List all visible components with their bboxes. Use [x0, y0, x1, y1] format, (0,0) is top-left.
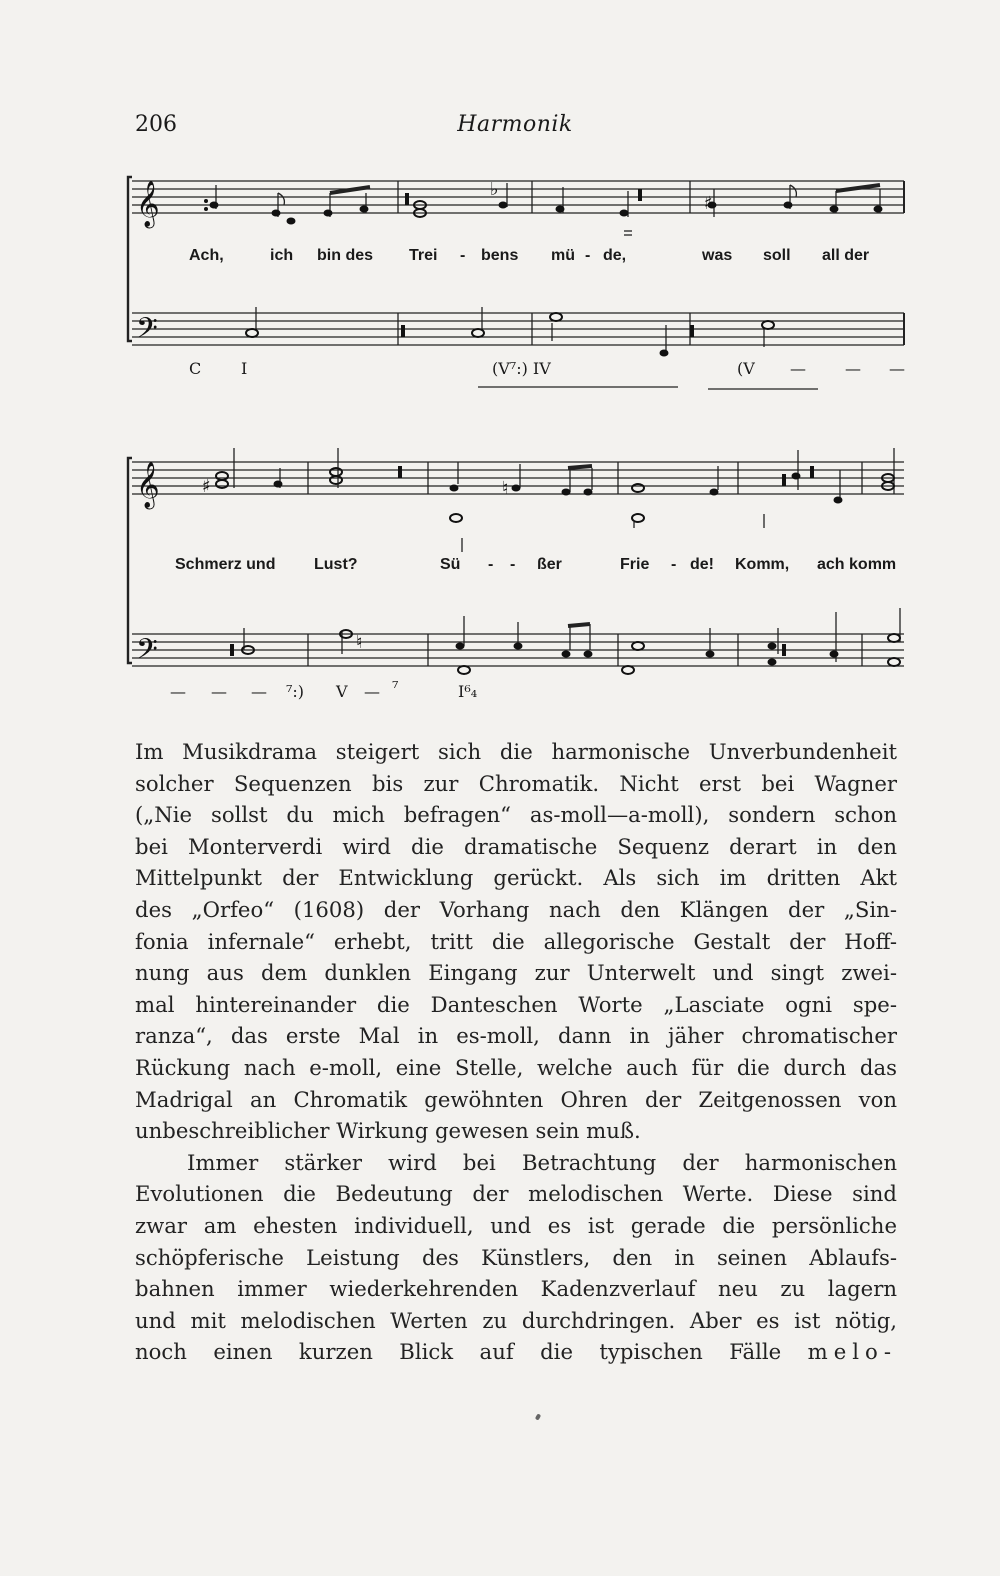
lyric-syllable: mü — [551, 247, 575, 264]
text-line: schöpferische Leistung des Künstlers, den in seinen Ablaufs- — [135, 1244, 897, 1270]
svg-text:♮: ♮ — [502, 478, 509, 499]
lyric-syllable: Lust? — [314, 556, 358, 573]
lyric-syllable: was — [702, 247, 733, 264]
text-line — [135, 1336, 897, 1368]
text-line: („Nie sollst du mich befragen“ as-moll—a-moll), sondern schon — [135, 802, 897, 828]
text-fragment: noch einen kurzen Blick auf die typischen Fälle — [135, 1339, 782, 1365]
text-line: solcher Sequenzen bis zur Chromatik. Nicht erst bei Wagner — [135, 770, 897, 796]
svg-text:♯: ♯ — [704, 193, 713, 214]
lyric-syllable: bens — [481, 247, 519, 264]
lyric-syllable: de! — [690, 556, 714, 573]
svg-text:𝄞: 𝄞 — [136, 462, 160, 508]
lyric-syllable: Komm, — [735, 556, 790, 573]
text-line: mal hintereinander die Danteschen Worte „Lasciate ogni spe- — [135, 991, 897, 1017]
text-line: Im Musikdrama steigert sich die harmonische Unverbundenheit — [135, 739, 897, 764]
text-line: Madrigal an Chromatik gewöhnten Ohren der Zeitgenossen von — [135, 1086, 897, 1112]
paper-speck — [535, 1413, 541, 1420]
lyric-syllable: bin des — [317, 247, 374, 264]
text-line: unbeschreiblicher Wirkung gewesen sein muß. — [135, 1118, 641, 1144]
svg-text:♮: ♮ — [356, 632, 363, 653]
text-line: fonia infernale“ erhebt, tritt die allegorische Gestalt der Hoff- — [135, 928, 897, 954]
text-line: bahnen immer wiederkehrenden Kadenzverlauf neu zu lagern — [135, 1276, 897, 1302]
harmony-label: V — [336, 682, 348, 701]
lyric-syllable: - — [488, 556, 494, 573]
text-line: Mittelpunkt der Entwicklung gerückt. Als sich im dritten Akt — [135, 865, 897, 891]
harmony-label: — — [889, 359, 905, 378]
lyric-syllable: Trei — [409, 247, 438, 264]
lyric-syllable: - — [460, 247, 466, 264]
lyric-syllable: Ach, — [189, 247, 224, 264]
text-line: nung aus dem dunklen Eingang zur Unterwelt und singt zwei- — [135, 960, 897, 986]
text-line: bei Monterverdi wird die dramatische Sequenz derart in den — [135, 833, 897, 859]
harmony-label: — — [170, 682, 186, 701]
lyric-syllable: Sü — [440, 556, 461, 573]
page-number: 206 — [135, 112, 177, 137]
text-line: Rückung nach e-moll, eine Stelle, welche auch für die durch das — [135, 1054, 897, 1080]
harmony-label: ⁷:) — [286, 682, 305, 701]
lyric-syllable: - — [510, 556, 516, 573]
harmony-label: I⁶₄ — [458, 682, 478, 701]
lyric-syllable: Schmerz und — [175, 556, 276, 573]
music-example-2 — [118, 448, 918, 718]
text-line: des „Orfeo“ (1608) der Vorhang nach den Klängen der „Sin- — [135, 896, 897, 922]
svg-text:𝄢: 𝄢 — [136, 633, 158, 673]
text-line: und mit melodischen Werten zu durchdringen. Aber es ist nötig, — [135, 1307, 897, 1333]
svg-text:♭: ♭ — [490, 179, 499, 200]
harmony-label: — — [790, 359, 806, 378]
harmony-label: (V⁷:) IV — [492, 359, 551, 378]
harmony-label: ⁷ — [392, 678, 399, 697]
running-title: Harmonik — [457, 112, 573, 137]
staff-system-2 — [118, 448, 918, 718]
svg-text:♯: ♯ — [202, 476, 211, 497]
lyric-syllable: - — [671, 556, 677, 573]
spaced-word: melo- — [807, 1339, 897, 1365]
harmony-label: — — [364, 682, 380, 701]
harmony-label: — — [211, 682, 227, 701]
music-example-1 — [118, 165, 918, 405]
text-line: ranza“, das erste Mal in es-moll, dann in jäher chromatischer — [135, 1023, 897, 1049]
lyric-syllable: ßer — [537, 556, 562, 573]
harmony-label: (V — [737, 359, 755, 378]
harmony-label: C — [189, 359, 202, 378]
harmony-label: — — [845, 359, 861, 378]
harmony-label: I — [241, 359, 248, 378]
lyric-syllable: ich — [270, 247, 294, 264]
lyric-syllable: - — [585, 247, 591, 264]
text-line: zwar am ehesten individuell, und es ist gerade die persönliche — [135, 1212, 897, 1238]
svg-text:𝄢: 𝄢 — [136, 312, 158, 352]
lyric-syllable: ach komm — [817, 556, 897, 573]
lyric-syllable: soll — [763, 247, 791, 264]
page-header — [135, 112, 895, 142]
lyric-syllable: Frie — [620, 556, 650, 573]
body-text — [135, 736, 897, 1368]
lyric-syllable: de, — [603, 247, 627, 264]
lyric-syllable: all der — [822, 247, 870, 264]
text-line: Evolutionen die Bedeutung der melodischen Werte. Diese sind — [135, 1181, 897, 1207]
text-line: Immer stärker wird bei Betrachtung der harmonischen — [187, 1149, 897, 1175]
harmony-label: — — [251, 682, 267, 701]
svg-text:𝄞: 𝄞 — [136, 181, 160, 227]
